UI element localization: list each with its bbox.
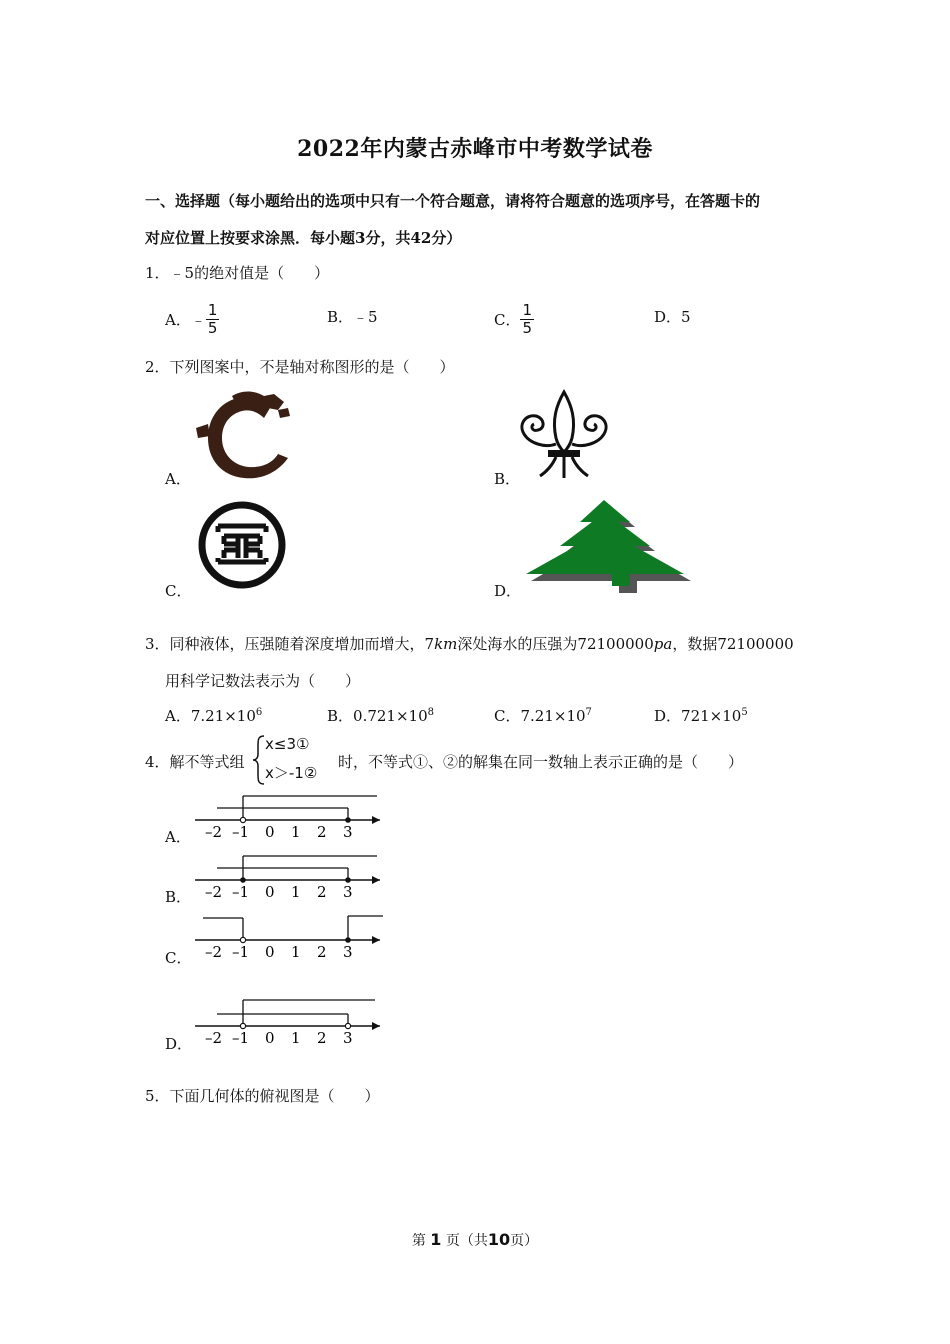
q1-option-d[interactable] [654, 306, 691, 327]
q3-stem-line2: 用科学记数法表示为（ ） [165, 672, 361, 690]
footer-prefix: 第 [411, 1233, 426, 1249]
q4-c-tick-label: 0 [265, 943, 275, 961]
q4-b-tick-label: 3 [343, 883, 353, 901]
q1-b-label: B． [327, 308, 354, 326]
q3-stem-part3: ，数据72100000 [672, 635, 794, 653]
q4-a-tick-label: –2 [205, 823, 223, 841]
section-header-line2: 对应位置上按要求涂黑．每小题3分，共42分） [145, 229, 462, 247]
q5-stem: 5．下面几何体的俯视图是（ ） [145, 1087, 380, 1105]
q1-option-c[interactable] [494, 302, 534, 337]
footer-total-pages: 10 [487, 1230, 511, 1249]
q3-c-label: C． [494, 707, 521, 725]
q4-b-tick-label: –1 [232, 883, 250, 901]
q2-bank-coin-figure [194, 498, 290, 592]
q3-a-base: 7.21×10 [190, 707, 256, 725]
q4-d-tick-label: 2 [317, 1029, 327, 1047]
q3-c-base: 7.21×10 [520, 707, 586, 725]
q2-c-label[interactable]: C． [165, 582, 192, 600]
q3-unit-km: km [434, 635, 458, 653]
q4-d-tick-label: –2 [205, 1029, 223, 1047]
q3-option-c[interactable] [494, 705, 592, 726]
q4-d-number-line [195, 996, 390, 1048]
q4-a-tick-label: 2 [317, 823, 327, 841]
footer-middle: 页（共 [445, 1233, 488, 1249]
q3-a-label: A． [165, 707, 191, 725]
q1-a-sign: ﹣ [190, 311, 206, 329]
q3-b-label: B． [327, 707, 354, 725]
q3-d-base: 721×10 [681, 707, 742, 725]
q3-stem-part2: 深处海水的压强为72100000 [457, 635, 654, 653]
q4-d-tick-label: 0 [265, 1029, 275, 1047]
q1-a-fraction [206, 302, 220, 337]
q2-pine-tree-figure [522, 496, 692, 590]
q4-a-tick-label: 1 [291, 823, 301, 841]
q1-b-value: ﹣5 [353, 308, 378, 326]
q3-d-exponent: 5 [741, 707, 748, 718]
q2-d-label[interactable]: D． [494, 582, 522, 600]
q4-d-tick-label: –1 [232, 1029, 250, 1047]
q4-stem-prefix: 4．解不等式组 [145, 753, 245, 771]
q4-c-tick-label: –1 [232, 943, 250, 961]
q3-unit-pa: pa [653, 635, 673, 653]
q1-d-value: 5 [681, 308, 691, 326]
q4-b-tick-label: 0 [265, 883, 275, 901]
q1-c-fraction [520, 302, 534, 337]
q1-option-a[interactable] [165, 302, 219, 337]
q1-stem: 1．﹣5的绝对值是（ ） [145, 264, 330, 282]
q4-b-number-line [195, 852, 390, 904]
q3-stem-line1 [145, 633, 794, 654]
q4-b-tick-label: –2 [205, 883, 223, 901]
q2-a-label[interactable]: A． [165, 470, 191, 488]
q3-option-b[interactable] [327, 705, 434, 726]
q1-c-denominator: 5 [522, 319, 533, 337]
q3-a-exponent: 6 [255, 707, 263, 718]
footer-suffix: 页） [510, 1233, 539, 1249]
q4-c-number-line [195, 912, 390, 964]
q4-a-tick-label: 0 [265, 823, 275, 841]
q4-c-label[interactable]: C． [165, 949, 192, 967]
q1-a-numerator: 1 [207, 301, 218, 319]
q1-d-label: D． [654, 308, 682, 326]
q4-c-tick-label: 1 [291, 943, 301, 961]
q3-option-a[interactable] [165, 705, 262, 726]
q1-c-label: C． [494, 311, 521, 329]
q4-d-tick-label: 3 [343, 1029, 353, 1047]
q3-b-base: 0.721×10 [353, 707, 428, 725]
q2-dragon-c-figure [192, 388, 297, 486]
q2-fleur-de-lis-figure [516, 388, 612, 482]
q4-b-label[interactable]: B． [165, 888, 192, 906]
q3-b-exponent: 8 [427, 707, 435, 718]
q2-b-label[interactable]: B． [494, 470, 521, 488]
q3-option-d[interactable] [654, 705, 748, 726]
q4-b-tick-label: 1 [291, 883, 301, 901]
q3-d-label: D． [654, 707, 682, 725]
q3-stem-part1: 3．同种液体，压强随着深度增加而增大，7 [145, 635, 435, 653]
section-header-line1: 一、选择题（每小题给出的选项中只有一个符合题意，请将符合题意的选项序号，在答题卡的 [145, 192, 761, 210]
footer-page-number: 1 [430, 1230, 442, 1249]
q4-d-tick-label: 1 [291, 1029, 301, 1047]
q4-inequality-1: x≤3① [265, 735, 310, 753]
q4-d-label[interactable]: D． [165, 1035, 193, 1053]
q4-b-tick-label: 2 [317, 883, 327, 901]
q4-a-tick-label: –1 [232, 823, 250, 841]
q2-stem: 2．下列图案中，不是轴对称图形的是（ ） [145, 358, 455, 376]
page-title: 2022年内蒙古赤峰市中考数学试卷 [297, 136, 653, 162]
q3-c-exponent: 7 [585, 707, 592, 718]
q4-inequality-2: x＞-1② [265, 764, 318, 782]
q4-stem-suffix: 时，不等式①、②的解集在同一数轴上表示正确的是（ ） [338, 753, 744, 771]
q1-a-label: A． [165, 311, 191, 329]
q4-a-label[interactable]: A． [165, 828, 191, 846]
page-footer [0, 1230, 950, 1250]
q4-a-number-line [195, 792, 390, 844]
q4-c-tick-label: 3 [343, 943, 353, 961]
q4-brace [252, 734, 266, 786]
q4-a-tick-label: 3 [343, 823, 353, 841]
q1-c-numerator: 1 [522, 301, 533, 319]
q1-option-b[interactable] [327, 306, 378, 327]
q4-c-tick-label: 2 [317, 943, 327, 961]
q1-a-denominator: 5 [207, 319, 218, 337]
q4-c-tick-label: –2 [205, 943, 223, 961]
